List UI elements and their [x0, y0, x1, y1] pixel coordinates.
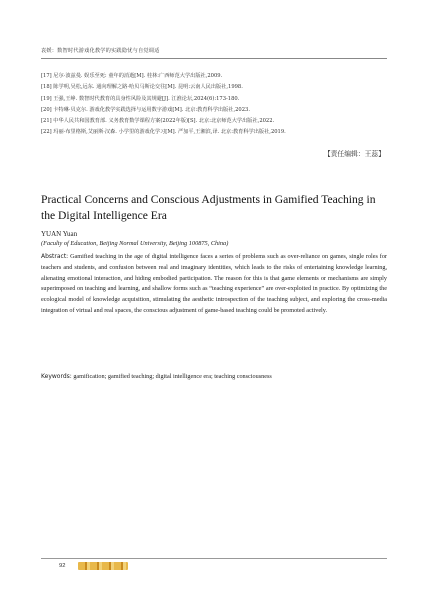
abstract: [41, 252, 387, 317]
reference-list: [41, 71, 387, 139]
article-title: Practical Concerns and Conscious Adjustments in Gamified Teaching in the Digital Intelligence Era: [41, 193, 376, 222]
decorative-footer-band: [78, 562, 128, 570]
header-rule: [41, 58, 387, 59]
keywords-label: Keywords:: [41, 373, 72, 380]
page-number: 92: [59, 563, 66, 569]
footer-rule: [41, 558, 387, 559]
editor-note: 【责任编辑：王蕊】: [323, 150, 385, 158]
reference-item: [17] 尼尔·波兹曼. 娱乐至死: 童年的消逝[M]. 桂林:广西师范大学出版社,2009.: [41, 73, 223, 79]
reference-item: [22] 玛丽·布里格斯,艾丽斯·汉森. 小学里的游戏化学习[M]. 严加平,王湘滨,译. 北京:教育科学出版社,2019.: [41, 129, 286, 136]
keywords: [41, 372, 387, 383]
abstract-text: Gamified teaching in the age of digital intelligence faces a series of problems such as over-reliance on games, single roles for teachers and students, and confusion between real and imaginary identities, which leads to the risks of entertaining knowledge learning, alienating emotional interaction, and hiding embodied participation. The reason for this is that game elements or mechanisms are simply superimposed on teaching and learning, and shallow forms such as “teaching experience” are over-exploited in practice. By optimizing the ecological model of knowledge acquisition, stimulating the aesthetic introspection of the teaching subject, and exploring the cross-media integration of virtual and real spaces, the conscious adjustment of game-based teaching could be promoted actively.: [41, 253, 387, 314]
reference-item: [19] 王强,王峥. 数智时代教育的具身性风险及其规避[J]. 江淮论坛,2024(6):173-180.: [41, 95, 240, 102]
running-head: 袁媛：数智时代游戏化教学的实践隐忧与自觉调适: [41, 48, 160, 54]
reference-item: [18] 陈学明,吴松,远东. 通向理解之路·哈贝马斯论交往[M]. 昆明:云南人民出版社,1998.: [41, 84, 243, 91]
author-affiliation: (Faculty of Education, Beijing Normal University, Beijing 100875, China): [41, 240, 229, 247]
abstract-label: Abstract:: [41, 253, 69, 260]
reference-item: [20] 卡特琳·贝克尔. 游戏化教学实践选择与运用数字游戏[M]. 北京:教育科学出版社,2023.: [41, 106, 250, 113]
author-name: YUAN Yuan: [41, 230, 78, 238]
keywords-text: gamification; gamified teaching; digital intelligence era; teaching consciousness: [71, 373, 272, 380]
reference-item: [21] 中华人民共和国教育部. 义务教育数学课程方案(2022年版)[S]. 北京:北京师范大学出版社,2022.: [41, 118, 275, 125]
